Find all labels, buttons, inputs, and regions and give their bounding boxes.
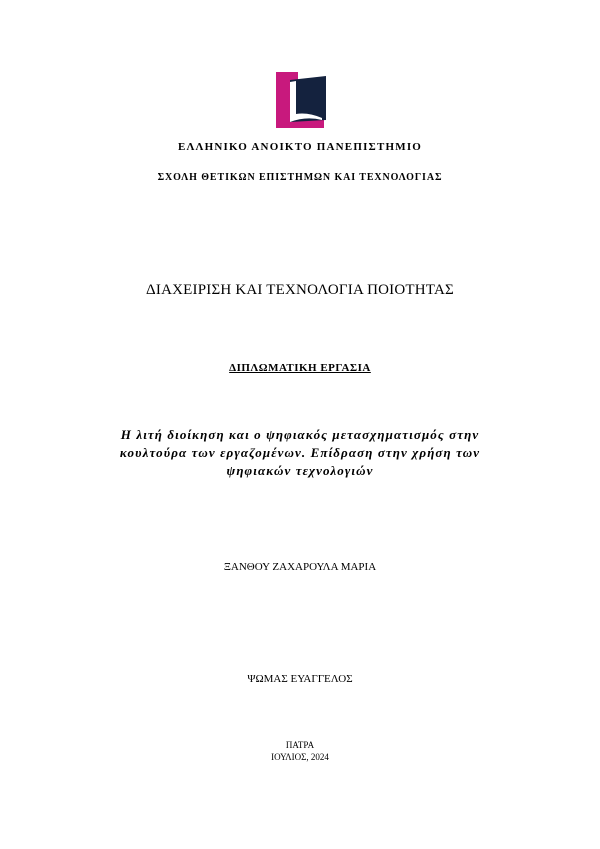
supervisor-name: ΨΩΜΑΣ ΕΥΑΓΓΕΛΟΣ	[247, 673, 353, 685]
thesis-type: ΔΙΠΛΩΜΑΤΙΚΗ ΕΡΓΑΣΙΑ	[229, 362, 371, 374]
city: ΠΑΤΡΑ	[285, 740, 315, 750]
thesis-title-line: Η λιτή διοίκηση και ο ψηφιακός μετασχηματισμός στην	[120, 427, 480, 442]
thesis-title	[90, 426, 510, 480]
university-logo-icon	[276, 72, 326, 128]
school-name: ΣΧΟΛΗ ΘΕΤΙΚΩΝ ΕΠΙΣΤΗΜΩΝ ΚΑΙ ΤΕΧΝΟΛΟΓΙΑΣ	[157, 172, 443, 183]
programme-name: ΔΙΑΧΕΙΡΙΣΗ ΚΑΙ ΤΕΧΝΟΛΟΓΙΑ ΠΟΙΟΤΗΤΑΣ	[146, 282, 454, 298]
date: ΙΟΥΛΙΟΣ, 2024	[271, 752, 329, 762]
thesis-title-line: ψηφιακών τεχνολογιών	[226, 463, 374, 478]
thesis-title-line: κουλτούρα των εργαζομένων. Επίδραση στην χρήση των	[119, 445, 481, 460]
author-name: ΞΑΝΘΟΥ ΖΑΧΑΡΟΥΛΑ ΜΑΡΙΑ	[223, 561, 377, 573]
university-name: ΕΛΛΗΝΙΚΟ ΑΝΟΙΚΤΟ ΠΑΝΕΠΙΣΤΗΜΙΟ	[177, 141, 423, 153]
